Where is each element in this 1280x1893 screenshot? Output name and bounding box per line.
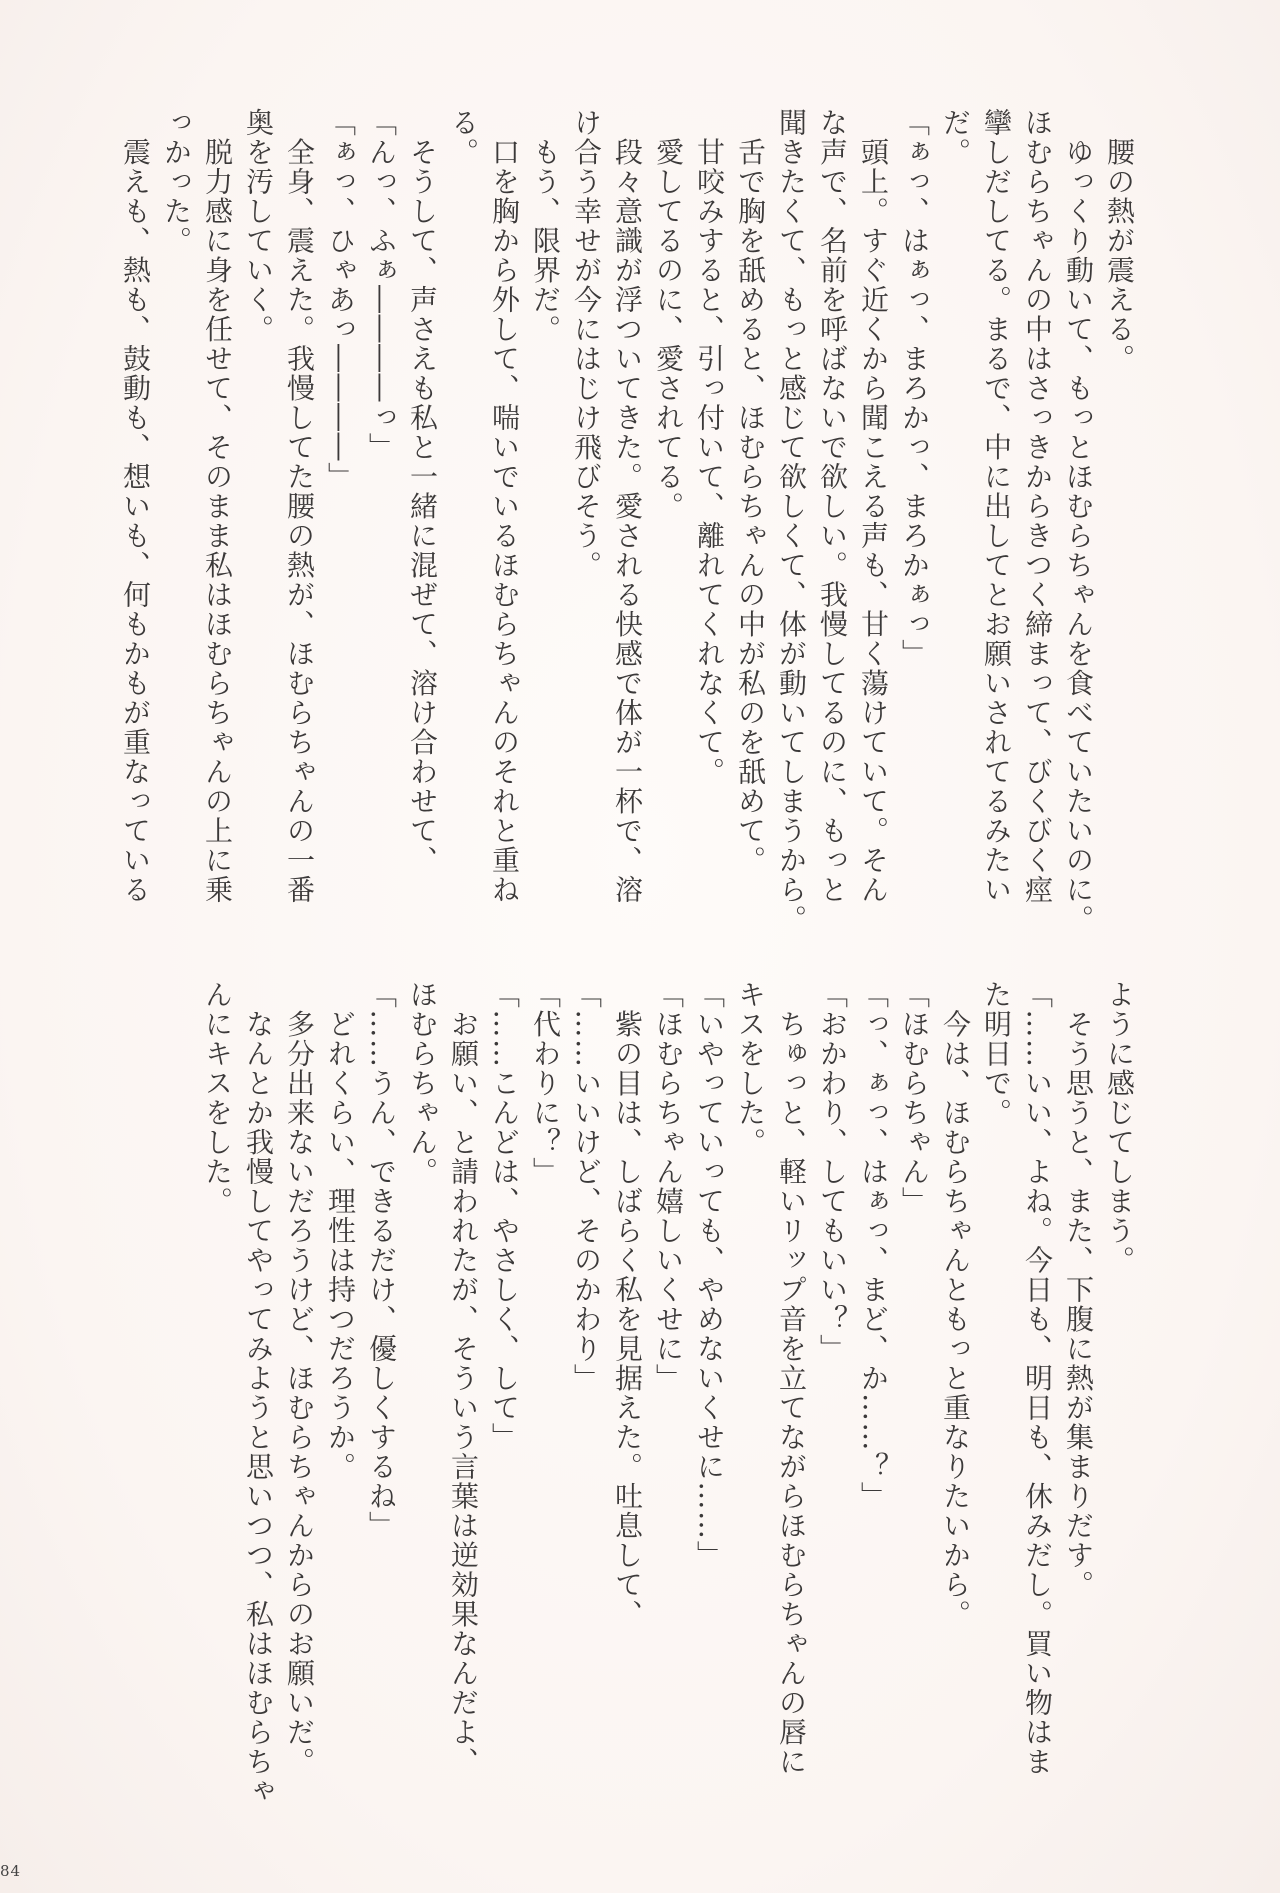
text-line: 全身、震えた。我慢してた腰の熱が、ほむらちゃんの一番 [283, 108, 316, 905]
text-line: 「……うん、できるだけ、優しくするね」 [365, 980, 398, 1541]
text-line: そうして、声さえも私と一緒に混ぜて、溶け合わせて、 [406, 108, 439, 875]
text-line: 舌で胸を舐めると、ほむらちゃんの中が私のを舐めて。 [734, 108, 767, 875]
text-line: なんとか我慢してやってみようと思いつつ、私はほむらちゃ [242, 980, 275, 1806]
text-line: 多分出来ないだろうけど、ほむらちゃんからのお願いだ。 [283, 980, 316, 1777]
text-line: 「いやっていっても、やめないくせに……」 [693, 980, 726, 1570]
text-line: 「……いいけど、そのかわり」 [570, 980, 603, 1393]
text-line: た明日で。 [980, 980, 1013, 1128]
text-line: っかった。 [160, 108, 193, 256]
text-line: な声で、名前を呼ばないで欲しい。我慢してるのに、もっと [816, 108, 849, 905]
text-line: 愛してるのに、愛されてる。 [652, 108, 685, 521]
text-line: 口を胸から外して、喘いでいるほむらちゃんのそれと重ね [488, 108, 521, 905]
text-line: ちゅっと、軽いリップ音を立てながらほむらちゃんの唇に [775, 980, 808, 1777]
text-line: 攣しだしてる。まるで、中に出してとお願いされてるみたい [980, 108, 1013, 905]
text-line: 腰の熱が震える。 [1103, 108, 1136, 374]
text-line: キスをした。 [734, 980, 767, 1157]
text-line: 「ぁっ、ひゃあっ――――」 [324, 108, 357, 492]
text-line: 「っ、ぁっ、はぁっ、まど、か……？」 [857, 980, 890, 1511]
text-line: 聞きたくて、もっと感じて欲しくて、体が動いてしまうから。 [775, 108, 808, 934]
text-line: 震えも、熱も、鼓動も、想いも、何もかもが重なっている [119, 108, 152, 905]
text-line: 段々意識が浮ついてきた。愛される快感で体が一杯で、溶 [611, 108, 644, 905]
upper-text-block [115, 108, 1140, 934]
text-line: お願い、と請われたが、そういう言葉は逆効果なんだよ、 [447, 980, 480, 1777]
text-line: 「おかわり、してもいい？」 [816, 980, 849, 1364]
text-line: 今は、ほむらちゃんともっと重なりたいから。 [939, 980, 972, 1629]
text-line: 甘咬みすると、引っ付いて、離れてくれなくて。 [693, 108, 726, 787]
text-line: 「ぁっ、はぁっ、まろかっ、まろかぁっ」 [898, 108, 931, 669]
text-line: ように感じてしまう。 [1103, 980, 1136, 1275]
lower-text-block [197, 980, 1140, 1806]
text-line: どれくらい、理性は持つだろうか。 [324, 980, 357, 1482]
text-line: もう、限界だ。 [529, 108, 562, 344]
text-line: ほむらちゃん。 [406, 980, 439, 1187]
text-line: 奥を汚していく。 [242, 108, 275, 344]
text-line: 紫の目は、しばらく私を見据えた。吐息して、 [611, 980, 644, 1629]
text-line: 「代わりに？」 [529, 980, 562, 1187]
text-line: ほむらちゃんの中はさっきからきつく締まって、びくびく痙 [1021, 108, 1054, 905]
text-line: 「ほむらちゃん」 [898, 980, 931, 1216]
text-line: だ。 [939, 108, 972, 167]
text-line: 頭上。すぐ近くから聞こえる声も、甘く蕩けていて。そん [857, 108, 890, 905]
text-line: 「……いい、よね。今日も、明日も、休みだし。買い物はま [1021, 980, 1054, 1777]
text-line: る。 [447, 108, 480, 167]
text-line: 「んっ、ふぁ――――っ」 [365, 108, 398, 462]
text-line: ゆっくり動いて、もっとほむらちゃんを食べていたいのに。 [1062, 108, 1095, 934]
text-line: 「……こんどは、やさしく、して」 [488, 980, 521, 1452]
text-line: 脱力感に身を任せて、そのまま私はほむらちゃんの上に乗 [201, 108, 234, 905]
text-line: んにキスをした。 [201, 980, 234, 1216]
text-line: け合う幸せが今にはじけ飛びそう。 [570, 108, 603, 580]
text-line: 「ほむらちゃん嬉しいくせに」 [652, 980, 685, 1393]
page-number: 84 [0, 1862, 22, 1880]
text-line: そう思うと、また、下腹に熱が集まりだす。 [1062, 980, 1095, 1600]
